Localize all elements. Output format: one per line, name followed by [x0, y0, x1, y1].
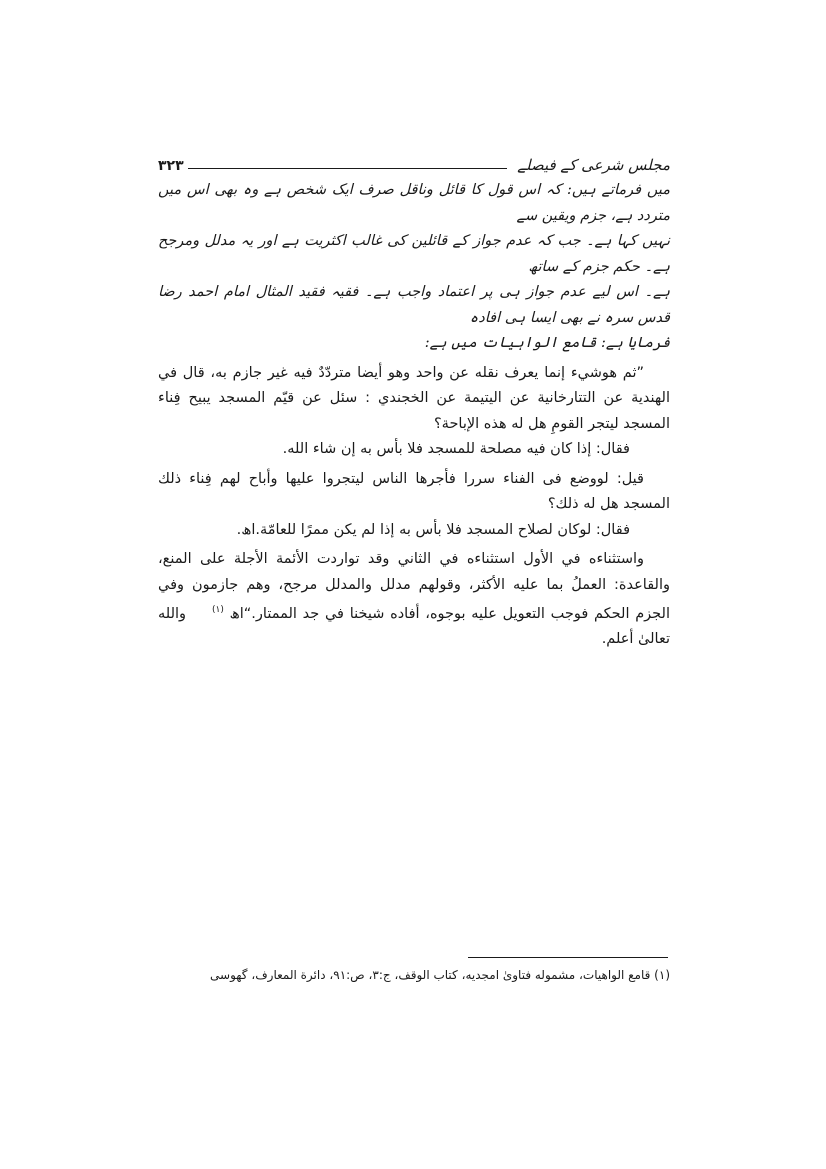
arabic-paragraph: [158, 547, 670, 653]
header-title: مجلس شرعی کے فیصلے: [517, 156, 670, 174]
page-body: [158, 178, 670, 653]
urdu-line: ہے۔ اس لیے عدم جواز ہی پر اعتماد واجب ہے۔ فقیہ فقید المثال امام احمد رضا قدس سرہ نے بھی ایسا ہی افادہ: [158, 284, 670, 326]
closing-formula: والله تعالىٰ أعلم.: [158, 605, 670, 648]
urdu-line: فرمایا ہے: قامع الواہیات میں ہے:: [424, 335, 670, 351]
urdu-line: میں فرماتے ہیں: کہ اس قول کا قائل وناقل صرف ایک شخص ہے وہ بھی اس میں متردد ہے، جزم ویقین سے: [158, 182, 670, 224]
footnote-reference: (۱): [212, 605, 224, 615]
arabic-paragraph-text: واستثناءه في الأول استثناءه في الثاني وقد تواردت الأئمة الأجلة على المنع، والقاعدة: العملُ بما عليه الأكثر، وقولهم مدلل والمدلل مرجح، وهم جازمون وفي الجزم الحكم فوجب التعويل عليه بوجوه، أفاده شيخنا في جد الممتار.“اھ: [158, 551, 670, 622]
page-number: ۳۲۳: [158, 158, 184, 174]
arabic-paragraph: قيل: لووضع فى الفناء سررا فأجرها الناس ليتجروا عليها وأباح لهم فِناء ذلك المسجد هل له ذلك؟: [158, 470, 670, 512]
urdu-line: نہیں کہا ہے۔ جب کہ عدم جواز کے قائلین کی غالب اکثریت ہے اور یہ مدلل ومرجح ہے۔ حکم جزم کے ساتھ: [158, 233, 670, 275]
footnote-rule: [468, 957, 668, 958]
arabic-paragraph: ”ثم هوشيء إنما يعرف نقله عن واحد وهو أيضا متردّدٌ فيه غير جازم به، قال في الهندية عن التتارخانية عن اليتيمة عن الخجندي : سئل عن قيّم المسجد يبيح فِناء المسجد ليتجر القومِ هل له هذه الإباحة؟: [158, 364, 670, 432]
header-rule: [188, 168, 508, 169]
footnote: (۱) قامع الواهيات، مشموله فتاویٰ امجدیه، كتاب الوقف، ج:٣، ص:٩١، دائرة المعارف، گھوسی: [210, 968, 670, 982]
running-header: [158, 148, 670, 174]
arabic-paragraph: فقال: إذا كان فيه مصلحة للمسجد فلا بأس به إن شاء الله.: [282, 441, 630, 457]
arabic-paragraph: فقال: لوكان لصلاح المسجد فلا بأس به إذا لم يكن ممرًا للعامّة.اھ.: [236, 521, 630, 538]
